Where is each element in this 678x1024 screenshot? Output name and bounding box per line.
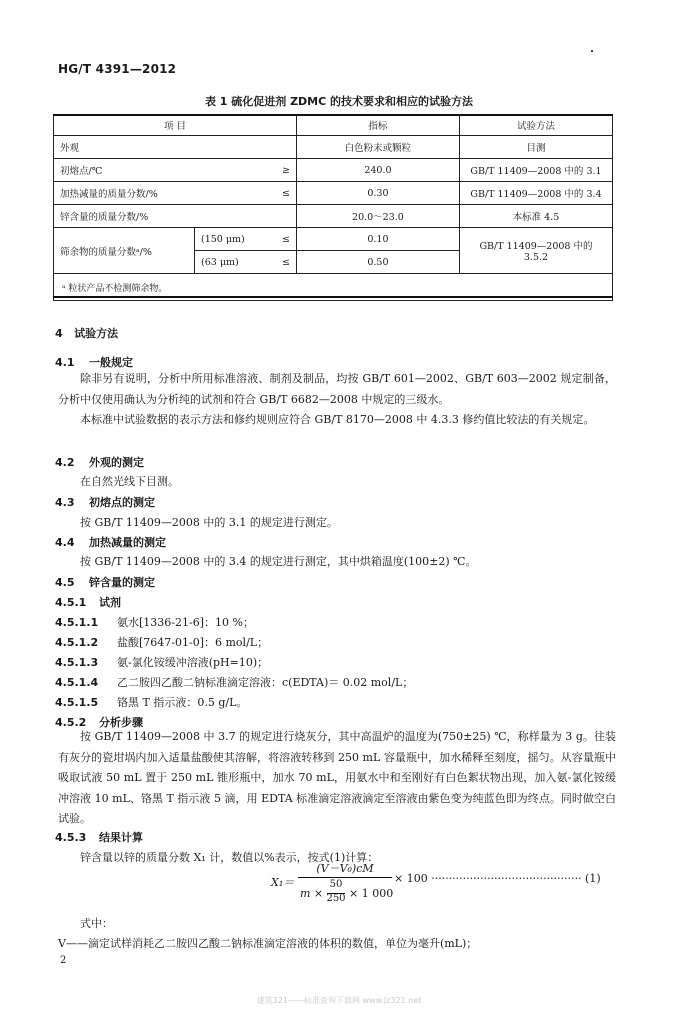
standard-number: HG/T 4391—2012 xyxy=(58,62,177,76)
clause-title: 分析步骤 xyxy=(99,716,143,729)
clause-4-2-para: 在自然光线下目测。 xyxy=(80,475,179,488)
sieve-value-63: 0.50 xyxy=(296,251,459,274)
row-item: 初熔点/℃ xyxy=(54,159,262,182)
table-header-row xyxy=(54,115,613,136)
numerator-expression: (V－V₀)cM xyxy=(316,862,374,875)
clause-4-4-heading xyxy=(55,534,166,550)
reagent-item xyxy=(55,654,268,670)
table-footnote: ᵃ 粒状产品不检测筛余物。 xyxy=(54,274,613,301)
reagent-item xyxy=(55,614,254,630)
table-row xyxy=(54,182,613,205)
col-method-header: 试验方法 xyxy=(459,115,612,136)
clause-number: 4.2 xyxy=(55,456,75,469)
reagent-text: 氨-氯化铵缓冲溶液(pH=10)； xyxy=(117,656,269,669)
spec-table xyxy=(53,114,613,301)
denominator-m: m × xyxy=(300,887,324,900)
clause-4-5-3-heading xyxy=(55,829,143,845)
reagent-number: 4.5.1.1 xyxy=(55,616,99,629)
clause-title: 锌含量的测定 xyxy=(89,576,155,589)
clause-4-3-para: 按 GB/T 11409—2008 中的 3.1 的规定进行测定。 xyxy=(80,516,338,529)
row-symbol: ≥ xyxy=(262,159,297,182)
reagent-number: 4.5.1.2 xyxy=(55,636,99,649)
row-item: 外观 xyxy=(54,136,262,159)
sieve-symbol: ≤ xyxy=(262,251,297,274)
row-item: 锌含量的质量分数/% xyxy=(54,205,262,228)
formula-intro: 锌含量以锌的质量分数 X₁ 计，数值以%表示，按式(1)计算： xyxy=(80,851,379,864)
row-symbol xyxy=(262,136,297,159)
clause-4-5-1-heading xyxy=(55,594,121,610)
sieve-sub-150: (150 μm) xyxy=(195,228,262,251)
clause-number: 4.5.1 xyxy=(55,596,87,609)
small-fraction-bottom: 250 xyxy=(326,893,346,904)
table-row xyxy=(54,205,613,228)
clause-number: 4.5 xyxy=(55,576,75,589)
section-number: 4 xyxy=(55,327,63,340)
denominator-tail: × 1 000 xyxy=(349,887,394,900)
clause-number: 4.5.3 xyxy=(55,831,87,844)
row-symbol xyxy=(262,205,297,228)
sieve-symbol: ≤ xyxy=(262,228,297,251)
watermark: 建筑321——标准查询下载网 www.jz321.net xyxy=(256,996,422,1005)
reagent-number: 4.5.1.3 xyxy=(55,656,99,669)
section-title: 试验方法 xyxy=(74,327,119,340)
clause-4-3-heading xyxy=(55,494,155,510)
row-method: GB/T 11409—2008 中的 3.4 xyxy=(459,182,612,205)
clause-number: 4.5.2 xyxy=(55,716,87,729)
col-index-header: 指标 xyxy=(296,115,459,136)
formula-lhs: X₁＝ xyxy=(271,876,295,889)
row-method: 本标准 4.5 xyxy=(459,205,612,228)
reagent-text: 盐酸[7647-01-0]：6 mol/L； xyxy=(117,636,269,649)
clause-4-1-heading xyxy=(55,354,133,370)
section-4-heading xyxy=(55,325,118,341)
col-item-header: 项 目 xyxy=(54,115,297,136)
reagent-number: 4.5.1.4 xyxy=(55,676,99,689)
reagent-item xyxy=(55,634,268,650)
page-number: 2 xyxy=(60,955,67,966)
where-label: 式中： xyxy=(80,917,113,930)
reagent-number: 4.5.1.5 xyxy=(55,696,99,709)
row-method: GB/T 11409—2008 中的 3.1 xyxy=(459,159,612,182)
clause-4-5-2-para: 按 GB/T 11409—2008 中 3.7 的规定进行烧灰分，其中高温炉的温度为(750±25) ℃，称样量为 3 g。往装有灰分的瓷坩埚内加入适量盐酸使其溶解，将溶液转移到 250 mL 容量瓶中，加水稀释至刻度，摇匀。从容量瓶中吸取试液 50 mL 置于 250 mL 锥形瓶中，加水 70 mL，用氨水中和至刚好有白色絮状物出现，加入氨-氯化铵缓冲溶液 10 mL、铬黑 T 指示液 5 滴，用 EDTA 标准滴定溶液滴定至溶液由紫色变为纯蓝色即为终点。同时做空白试验。 xyxy=(58,730,616,825)
clause-title: 外观的测定 xyxy=(89,456,144,469)
reagent-item xyxy=(55,674,413,690)
clause-number: 4.4 xyxy=(55,536,75,549)
table-row xyxy=(54,228,613,251)
row-item: 加热减量的质量分数/% xyxy=(54,182,262,205)
table-footnote-row xyxy=(54,274,613,301)
row-method: 目测 xyxy=(459,136,612,159)
small-fraction-top: 50 xyxy=(329,879,343,890)
row-symbol: ≤ xyxy=(262,182,297,205)
fraction-bar xyxy=(298,877,392,878)
clause-title: 加热减量的测定 xyxy=(89,536,166,549)
clause-4-2-heading xyxy=(55,454,144,470)
sieve-value-150: 0.10 xyxy=(296,228,459,251)
reagent-text: 乙二胺四乙酸二钠标准滴定溶液：c(EDTA)＝ 0.02 mol/L； xyxy=(117,676,414,689)
clause-4-4-para: 按 GB/T 11409—2008 中的 3.4 的规定进行测定，其中烘箱温度(100±2) ℃。 xyxy=(80,555,477,568)
reagent-text: 氨水[1336-21-6]：10 %； xyxy=(117,616,254,629)
row-index: 白色粉末或颗粒 xyxy=(296,136,459,159)
row-index: 0.30 xyxy=(296,182,459,205)
clause-4-1-para-1: 除非另有说明，分析中所用标准溶液、制剂及制品，均按 GB/T 601—2002、GB/T 603—2002 规定制备，分析中仅使用确认为分析纯的试剂和符合 GB/T 6682—2008 中规定的三级水。 xyxy=(58,372,616,406)
sieve-sub-63: (63 μm) xyxy=(195,251,262,274)
table-row xyxy=(54,136,613,159)
sieve-item: 筛余物的质量分数ᵃ/% xyxy=(54,228,195,274)
sieve-method: GB/T 11409—2008 中的 3.5.2 xyxy=(459,228,612,274)
clause-4-5-heading xyxy=(55,574,155,590)
reagent-text: 铬黑 T 指示液：0.5 g/L。 xyxy=(117,696,248,709)
clause-number: 4.1 xyxy=(55,356,75,369)
row-index: 20.0～23.0 xyxy=(296,205,459,228)
variable-definition: V——滴定试样消耗乙二胺四乙酸二钠标准滴定溶液的体积的数值，单位为毫升(mL)； xyxy=(58,937,478,950)
clause-title: 试剂 xyxy=(99,596,121,609)
scan-speck xyxy=(591,50,593,52)
table-caption: 表 1 硫化促进剂 ZDMC 的技术要求和相应的试验方法 xyxy=(204,95,474,108)
reagent-item xyxy=(55,694,247,710)
clause-title: 一般规定 xyxy=(89,356,133,369)
row-index: 240.0 xyxy=(296,159,459,182)
clause-number: 4.3 xyxy=(55,496,75,509)
clause-title: 初熔点的测定 xyxy=(89,496,155,509)
formula-tail: × 100 ··········································· (1) xyxy=(394,872,601,885)
clause-4-1-para-2: 本标准中试验数据的表示方法和修约规则应符合 GB/T 8170—2008 中 4.3.3 修约值比较法的有关规定。 xyxy=(80,413,595,426)
table-row xyxy=(54,159,613,182)
formula-numerator xyxy=(298,860,392,876)
clause-title: 结果计算 xyxy=(99,831,143,844)
